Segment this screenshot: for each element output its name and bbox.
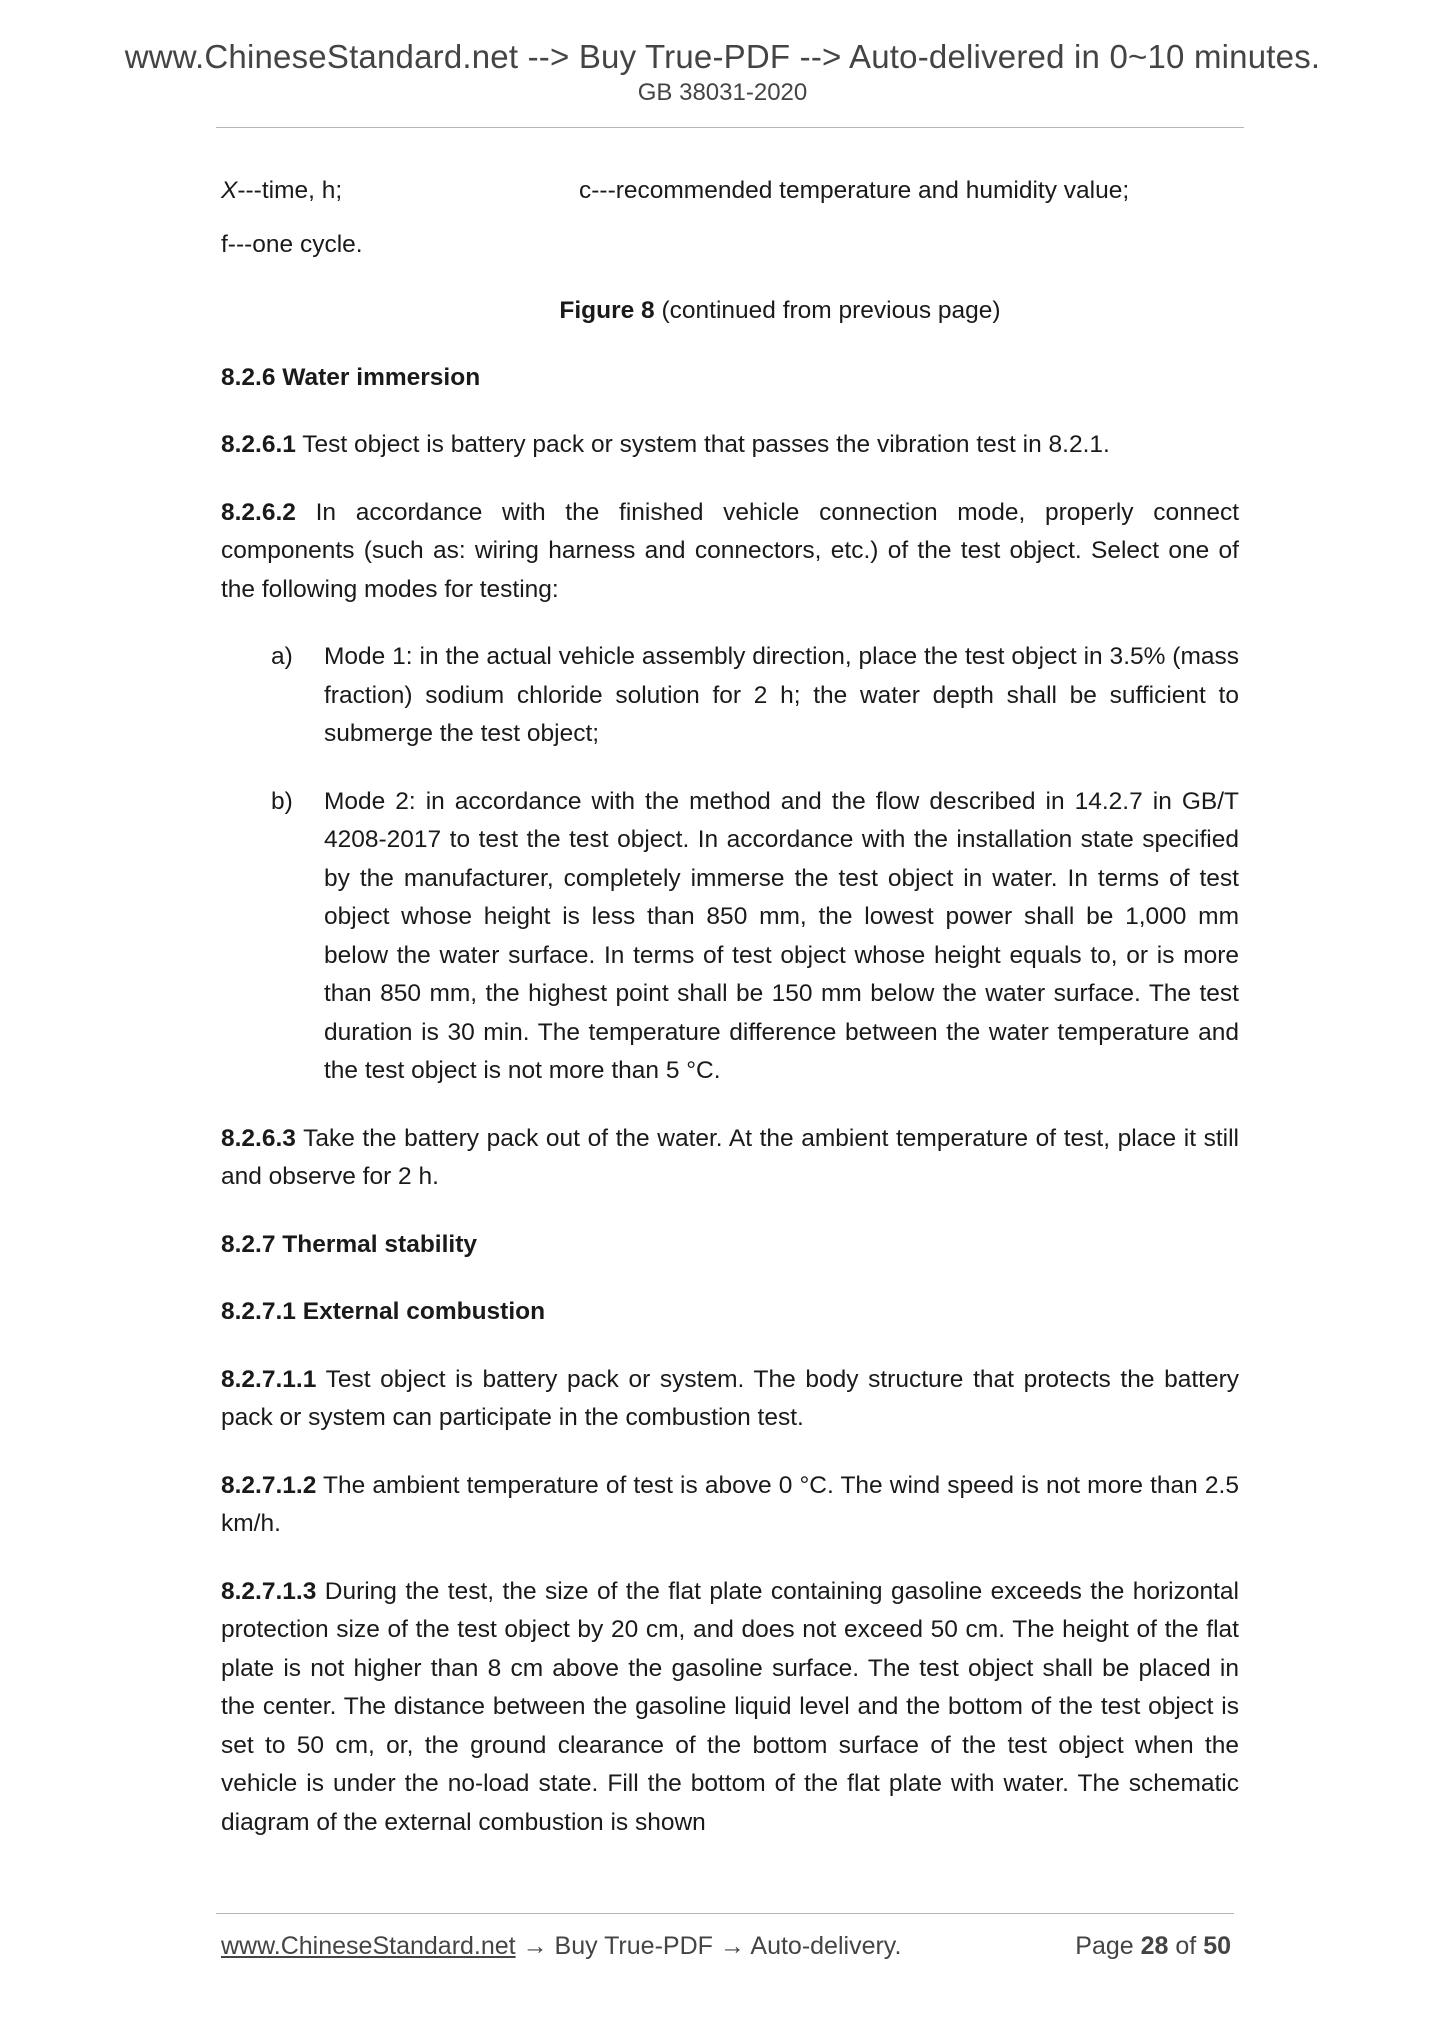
footer-promo-text: → Buy True-PDF → Auto-delivery.: [515, 1932, 902, 1960]
list-marker: b): [271, 787, 293, 815]
clause-number: 8.2.7.1.3: [221, 1577, 317, 1605]
page-footer: [221, 1932, 1231, 1966]
clause-number: 8.2.6.3: [221, 1124, 296, 1152]
clause-text: During the test, the size of the flat plate containing gasoline exceeds the horizontal protection size of the test object by 20 cm, and does not exceed 50 cm. The height of the flat plate is not higher than 8 cm above the gasoline surface. The test object shall be placed in the center. The distance between the gasoline liquid level and the bottom of the test object is set to 50 cm, or, the ground clearance of the bottom surface of the test object when the vehicle is under the no-load state. Fill the bottom of the flat plate with water. The schematic diagram of the external combustion is shown: [221, 1577, 1239, 1836]
standard-code: GB 38031-2020: [637, 79, 808, 106]
clause-text: Take the battery pack out of the water. At the ambient temperature of test, place it still and observe for 2 h.: [221, 1124, 1239, 1190]
document-body: [221, 172, 1239, 1871]
clause-text: The ambient temperature of test is above 0 °C. The wind speed is not more than 2.5 km/h.: [221, 1471, 1239, 1537]
clause-number: 8.2.7.1.2: [221, 1471, 317, 1499]
clause-text: Test object is battery pack or system. The body structure that protects the battery pack or system can participate in the combustion test.: [221, 1365, 1239, 1431]
legend-x: [221, 172, 342, 211]
list-item-text: Mode 2: in accordance with the method and the flow described in 14.2.7 in GB/T 4208-2017 to test the test object. In accordance with the installation state specified by the manufacturer, completely immerse the test object in water. In terms of test object whose height is less than 850 mm, the lowest power shall be 1,000 mm below the water surface. In terms of test object whose height equals to, or is more than 850 mm, the highest point shall be 150 mm below the water surface. The test duration is 30 min. The temperature difference between the water temperature and the test object is not more than 5 °C.: [324, 787, 1239, 1084]
list-item-mode-a: [221, 638, 1239, 754]
legend-x-symbol: X: [221, 177, 238, 204]
paragraph-8-2-6-3: [221, 1120, 1239, 1197]
header-banner: www.ChineseStandard.net --> Buy True-PDF --> Auto-delivered in 0~10 minutes.: [124, 38, 1321, 75]
page-total: 50: [1203, 1932, 1231, 1960]
paragraph-8-2-7-1-2: [221, 1467, 1239, 1544]
paragraph-8-2-7-1-1: [221, 1361, 1239, 1438]
paragraph-8-2-6-2: [221, 494, 1239, 610]
section-heading-8-2-7-1: 8.2.7.1 External combustion: [221, 1298, 546, 1325]
legend-f: f---one cycle.: [221, 231, 363, 258]
header-divider: [216, 127, 1244, 128]
paragraph-8-2-7-1-3: [221, 1573, 1239, 1843]
clause-number: 8.2.7.1.1: [221, 1365, 317, 1393]
page-label: Page: [1075, 1932, 1141, 1960]
clause-number: 8.2.6.1: [221, 431, 296, 458]
of-label: of: [1168, 1932, 1204, 1960]
clause-text: Test object is battery pack or system that passes the vibration test in 8.2.1.: [295, 431, 1110, 458]
legend-x-text: ---time, h;: [237, 177, 343, 204]
figure-caption: [221, 292, 1239, 331]
footer-promo: [221, 1932, 901, 1961]
section-heading-8-2-6: 8.2.6 Water immersion: [221, 363, 481, 391]
page-number: 28: [1140, 1932, 1169, 1960]
section-heading-8-2-7: 8.2.7 Thermal stability: [221, 1230, 477, 1258]
page-indicator: [1075, 1932, 1231, 1961]
figure-legend-row: [221, 172, 1239, 210]
clause-number: 8.2.6.2: [221, 498, 296, 526]
figure-caption-label: Figure 8: [559, 297, 655, 324]
clause-text: In accordance with the finished vehicle connection mode, properly connect components (such as: wiring harness and connectors, etc.) of the test object. Select one of the following modes for testing:: [221, 498, 1239, 603]
footer-site-link[interactable]: www.ChineseStandard.net: [221, 1932, 516, 1960]
legend-c: c---recommended temperature and humidity value;: [579, 177, 1130, 204]
paragraph-8-2-6-1: [221, 426, 1239, 465]
footer-divider: [216, 1913, 1234, 1914]
list-item-text: Mode 1: in the actual vehicle assembly direction, place the test object in 3.5% (mass fraction) sodium chloride solution for 2 h; the water depth shall be sufficient to submerge the test object;: [324, 643, 1239, 747]
list-item-mode-b: [221, 783, 1239, 1091]
figure-caption-text: (continued from previous page): [654, 297, 1001, 324]
list-marker: a): [271, 643, 293, 670]
